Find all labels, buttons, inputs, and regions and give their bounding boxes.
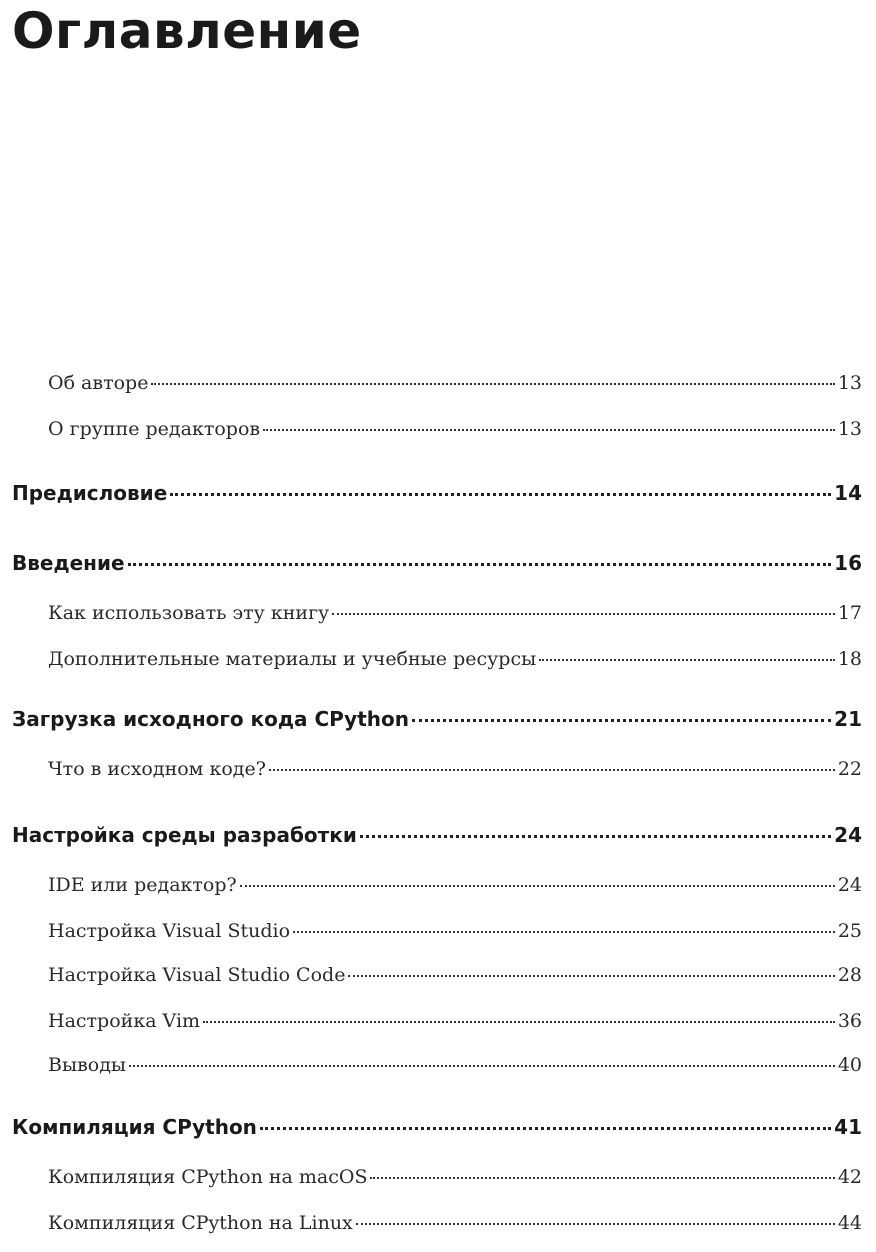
toc-entry-title: Настройка среды разработки [12,823,357,847]
toc-section-entry[interactable] [48,1052,862,1076]
toc-entry-title: Компиляция CPython на Linux [48,1212,353,1234]
toc-entry-title: Введение [12,551,125,575]
toc-section-entry[interactable] [48,756,862,780]
toc-entry-title: Дополнительные материалы и учебные ресурсы [48,648,537,670]
toc-page-number: 36 [837,1010,862,1032]
dot-leader [269,756,835,775]
toc-entry-title: Компиляция CPython [12,1115,257,1139]
dot-leader [263,416,835,435]
toc-entry-title: Выводы [48,1054,127,1076]
toc-page-number: 41 [834,1115,862,1139]
toc-entry-title: Об авторе [48,372,149,394]
toc-page-number: 24 [834,823,862,847]
toc-page-number: 18 [837,648,862,670]
toc-chapter-entry[interactable] [12,706,862,731]
toc-page-number: 13 [837,372,862,394]
toc-entry-title: Что в исходном коде? [48,758,266,780]
page-title: Оглавление [12,2,362,60]
toc-chapter-entry[interactable] [12,480,862,505]
toc-page-number: 13 [837,418,862,440]
dot-leader [348,962,834,981]
toc-page-number: 40 [837,1054,862,1076]
toc-section-entry[interactable] [48,370,862,394]
dot-leader [170,480,831,500]
toc-entry-title: Загрузка исходного кода CPython [12,707,409,731]
dot-leader [128,550,832,570]
toc-entry-title: Как использовать эту книгу [48,602,330,624]
dot-leader [240,872,835,891]
dot-leader [356,1210,835,1229]
toc-chapter-entry[interactable] [12,1114,862,1139]
toc-page-number: 16 [834,551,862,575]
toc-entry-title: Настройка Vim [48,1010,201,1032]
toc-chapter-entry[interactable] [12,822,862,847]
toc-page-number: 14 [834,481,862,505]
toc-entry-title: Предисловие [12,481,168,505]
toc-page-number: 44 [837,1212,862,1234]
dot-leader [260,1114,831,1134]
toc-section-entry[interactable] [48,918,862,942]
toc-page-number: 21 [834,707,862,731]
toc-section-entry[interactable] [48,600,862,624]
dot-leader [360,822,831,842]
toc-entry-title: Настройка Visual Studio [48,920,291,942]
toc-section-entry[interactable] [48,872,862,896]
toc-entry-title: Настройка Visual Studio Code [48,964,346,986]
dot-leader [539,646,835,665]
toc-page-number: 22 [837,758,862,780]
toc-section-entry[interactable] [48,416,862,440]
dot-leader [151,370,834,389]
toc-entry-title: О группе редакторов [48,418,261,440]
toc-chapter-entry[interactable] [12,550,862,575]
toc-page-number: 24 [837,874,862,896]
dot-leader [370,1164,834,1183]
toc-entry-title: Компиляция CPython на macOS [48,1166,368,1188]
toc-section-entry[interactable] [48,646,862,670]
dot-leader [332,600,835,619]
toc-entry-title: IDE или редактор? [48,874,237,896]
toc-section-entry[interactable] [48,962,862,986]
dot-leader [203,1008,835,1027]
dot-leader [293,918,835,937]
toc-page-number: 25 [837,920,862,942]
toc-page-number: 28 [837,964,862,986]
toc-section-entry[interactable] [48,1210,862,1234]
toc-page-number: 42 [837,1166,862,1188]
toc-section-entry[interactable] [48,1008,862,1032]
toc-section-entry[interactable] [48,1164,862,1188]
dot-leader [412,706,831,726]
dot-leader [129,1052,835,1071]
toc-page-number: 17 [837,602,862,624]
